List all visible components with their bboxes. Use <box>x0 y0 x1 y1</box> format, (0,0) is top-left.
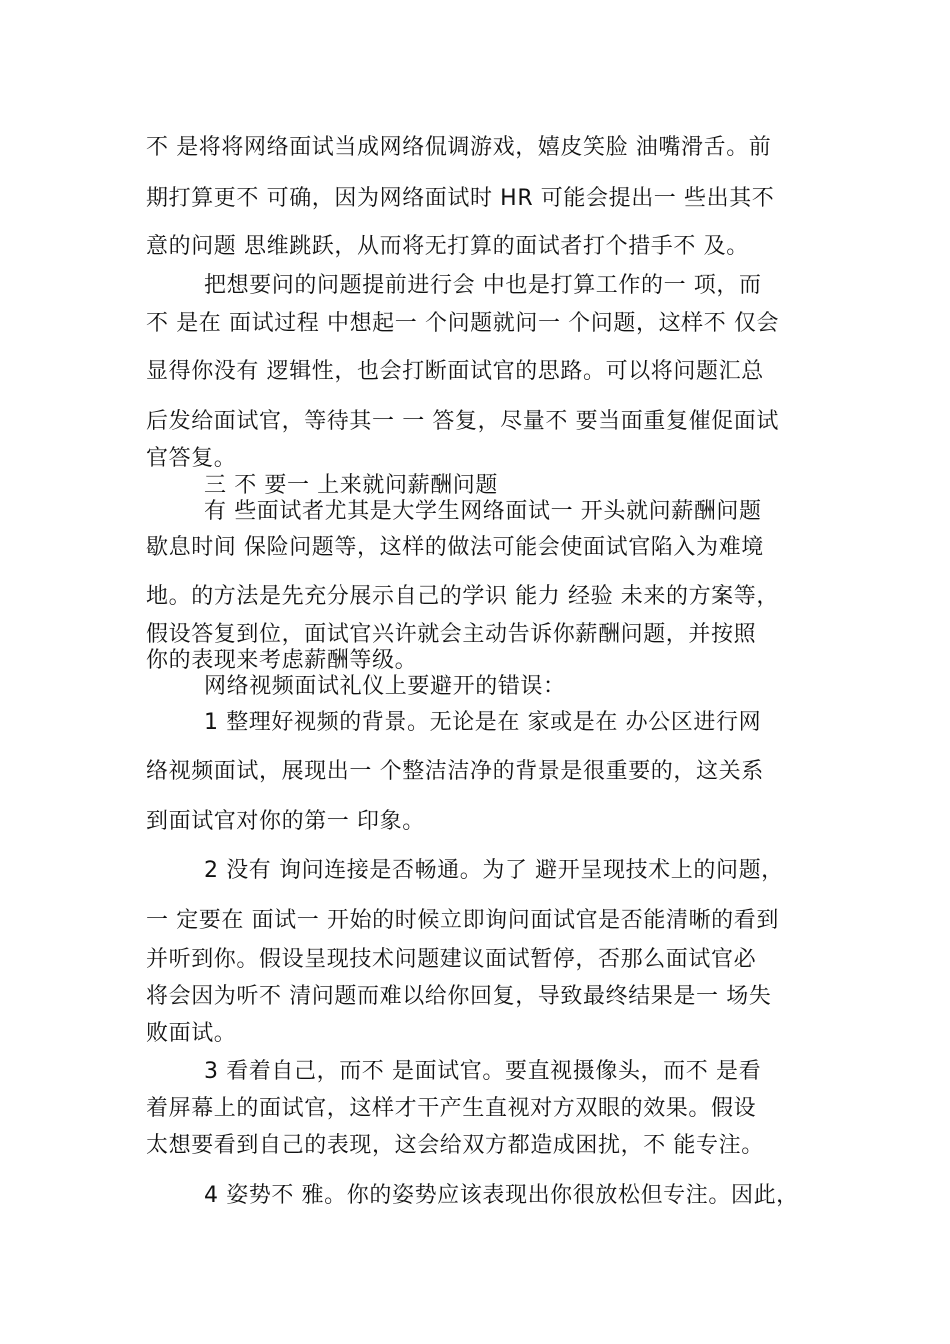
text-line-19: 2 没有 询问连接是否畅通。为了 避开呈现技术上的问题， <box>204 858 784 883</box>
text-line-12: 地。的方法是先充分展示自己的学识 能力 经验 未来的方案等， <box>146 584 779 609</box>
text-line-27: 4 姿势不 雅。你的姿势应该表现出你很放松但专注。因此， <box>204 1183 799 1208</box>
text-line-2: 期打算更不 可确，因为网络面试时 HR 可能会提出一 些出其不 <box>146 186 775 211</box>
text-line-17: 络视频面试，展现出一 个整洁洁净的背景是很重要的，这关系 <box>146 759 764 784</box>
text-line-6: 显得你没有 逻辑性，也会打断面试官的思路。可以将问题汇总 <box>146 359 764 384</box>
text-line-10: 有 些面试者尤其是大学生网络面试一 开头就问薪酬问题 <box>204 499 762 524</box>
text-line-7: 后发给面试官，等待其一 一 答复，尽量不 要当面重复催促面试 <box>146 409 779 434</box>
section-heading-salary: 三 不 要一 上来就问薪酬问题 <box>204 473 498 498</box>
text-line-23: 败面试。 <box>146 1021 237 1046</box>
text-line-20: 一 定要在 面试一 开始的时候立即询问面试官是否能清晰的看到 <box>146 908 779 933</box>
text-line-26: 太想要看到自己的表现，这会给双方都造成困扰，不 能专注。 <box>146 1133 764 1158</box>
text-line-13: 假设答复到位，面试官兴许就会主动告诉你薪酬问题，并按照 <box>146 622 757 647</box>
text-line-22: 将会因为听不 清问题而难以给你回复，导致最终结果是一 场失 <box>146 984 772 1009</box>
text-line-8: 官答复。 <box>146 446 237 471</box>
text-line-21: 并听到你。假设呈现技术问题建议面试暂停，否那么面试官必 <box>146 947 757 972</box>
text-line-25: 着屏幕上的面试官，这样才干产生直视对方双眼的效果。假设 <box>146 1096 757 1121</box>
text-line-11: 歇息时间 保险问题等，这样的做法可能会使面试官陷入为难境 <box>146 535 764 560</box>
text-line-24: 3 看着自己，而不 是面试官。要直视摄像头，而不 是看 <box>204 1059 762 1084</box>
text-line-14: 你的表现来考虑薪酬等级。 <box>146 648 418 673</box>
text-line-16: 1 整理好视频的背景。无论是在 家或是在 办公区进行网 <box>204 710 762 735</box>
text-line-3: 意的问题 思维跳跃，从而将无打算的面试者打个措手不 及。 <box>146 234 749 259</box>
text-line-18: 到面试官对你的第一 印象。 <box>146 809 425 834</box>
text-line-1: 不 是将将网络面试当成网络侃调游戏，嬉皮笑脸 油嘴滑舌。前 <box>146 135 772 160</box>
text-line-5: 不 是在 面试过程 中想起一 个问题就问一 个问题，这样不 仅会 <box>146 311 780 336</box>
section-heading-video-etiquette: 网络视频面试礼仪上要避开的错误： <box>204 674 566 699</box>
text-line-4: 把想要问的问题提前进行会 中也是打算工作的一 项，而 <box>204 273 762 298</box>
